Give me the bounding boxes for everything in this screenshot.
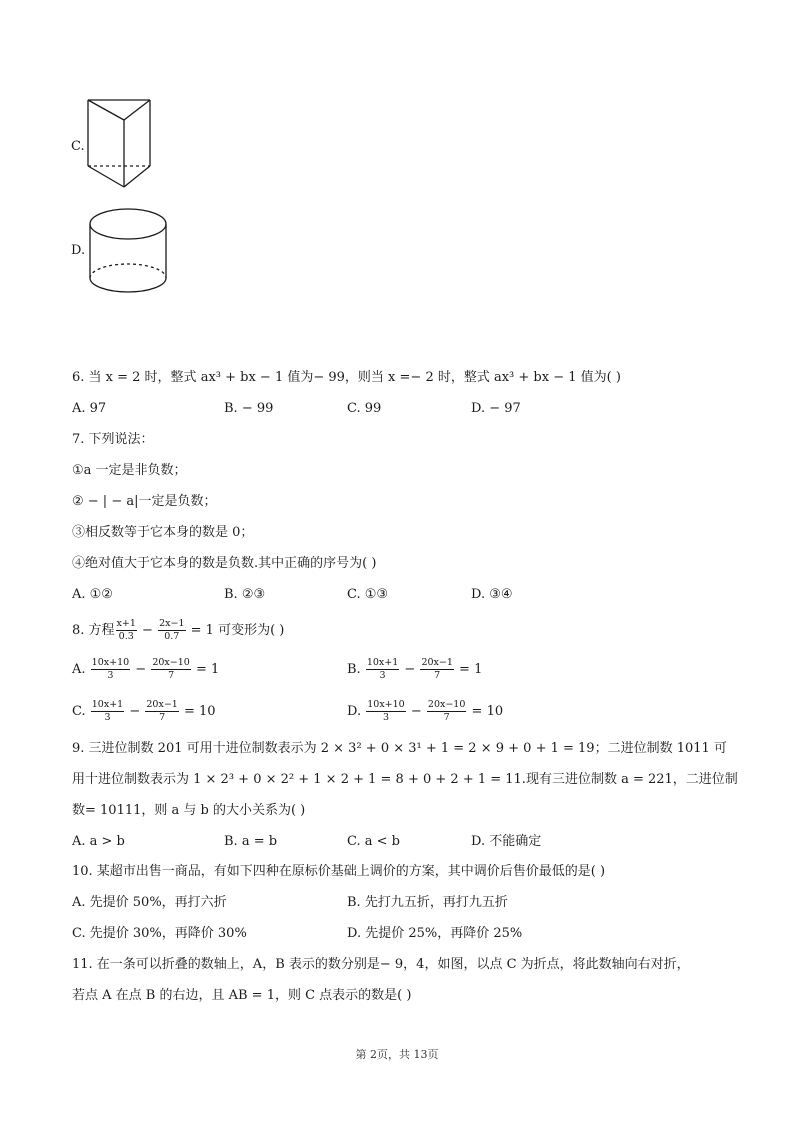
option-d-label: D. xyxy=(71,243,86,258)
q7-option-c: C. ①③ xyxy=(347,587,389,602)
q8-rhs: = 1 xyxy=(190,623,214,638)
option-c-label: C. xyxy=(71,139,85,154)
q8-option-a: A. $\frac{10x+10}{3}$ − $\frac{20x-10}{7}$ = 1 xyxy=(72,657,220,681)
q7-statement-2: ② − | − a|一定是负数； xyxy=(72,494,217,509)
q6-option-b: B. − 99 xyxy=(224,401,274,416)
question-11-line-2: 若点 A 在点 B 的右边，且 AB = 1，则 C 点表示的数是( ) xyxy=(72,988,412,1003)
question-7-title: 7. 下列说法： xyxy=(72,432,154,447)
q10-option-b: B. 先打九五折，再打九五折 xyxy=(347,895,508,910)
question-9-line-1: 9. 三进位制数 201 可用十进位制数表示为 2 × 3² + 0 × 3¹ + 1 = 2 × 9 + 0 + 1 = 19；二进位制数 1011 可 xyxy=(72,741,727,756)
q9-option-a: A. a > b xyxy=(72,834,125,849)
q10-option-c: C. 先提价 30%，再降价 30% xyxy=(72,926,247,941)
q7-statement-1: ①a 一定是非负数； xyxy=(72,463,187,478)
page-footer: 第 2页，共 13页 xyxy=(355,1048,439,1061)
q8-suffix: 可变形为( ) xyxy=(218,623,285,638)
q10-option-d: D. 先提价 25%，再降价 25% xyxy=(347,926,523,941)
question-11-line-1: 11. 在一条可以折叠的数轴上，A，B 表示的数分别是− 9，4，如图，以点 C 为折点，将此数轴向右对折， xyxy=(72,957,690,972)
q8-prefix: 8. 方程 xyxy=(72,623,115,638)
q8-fraction-2: $\frac{2x-1}{0.7}$ xyxy=(159,618,185,642)
q7-statement-4: ④绝对值大于它本身的数是负数.其中正确的序号为( ) xyxy=(72,556,377,571)
q7-statement-3: ③相反数等于它本身的数是 0； xyxy=(72,525,254,540)
q8-option-d: D. $\frac{10x+10}{3}$ − $\frac{20x-10}{7}$ = 10 xyxy=(347,699,504,723)
q7-option-a: A. ①② xyxy=(72,587,113,602)
question-9-line-2: 用十进位制数表示为 1 × 2³ + 0 × 2² + 1 × 2 + 1 = 8 + 0 + 2 + 1 = 11.现有三进位制数 a = 221，二进位制 xyxy=(72,772,738,787)
triangular-prism-figure xyxy=(84,96,158,192)
question-6-text: 6. 当 x = 2 时，整式 ax³ + bx − 1 值为− 99，则当 x =− 2 时，整式 ax³ + bx − 1 值为( ) xyxy=(72,370,621,385)
question-9-line-3: 数= 10111，则 a 与 b 的大小关系为( ) xyxy=(72,803,306,818)
question-8-equation: 8. 方程 $\frac{x+1}{0.3}$ − $\frac{2x-1}{0.7}$ = 1 可变形为( ) xyxy=(72,618,285,642)
q9-option-b: B. a = b xyxy=(224,834,278,849)
question-10-text: 10. 某超市出售一商品，有如下四种在原标价基础上调价的方案，其中调价后售价最低的是( ) xyxy=(72,864,606,879)
q6-option-a: A. 97 xyxy=(72,401,107,416)
q8-option-b: B. $\frac{10x+1}{3}$ − $\frac{20x-1}{7}$ = 1 xyxy=(347,657,483,681)
q10-option-a: A. 先提价 50%，再打六折 xyxy=(72,895,227,910)
q6-option-c: C. 99 xyxy=(347,401,382,416)
q8-option-c: C. $\frac{10x+1}{3}$ − $\frac{20x-1}{7}$ = 10 xyxy=(72,699,216,723)
q9-option-c: C. a < b xyxy=(347,834,400,849)
q6-option-d: D. − 97 xyxy=(471,401,521,416)
q9-option-d: D. 不能确定 xyxy=(471,834,542,849)
q8-fraction-1: $\frac{x+1}{0.3}$ xyxy=(116,618,136,642)
q7-option-b: B. ②③ xyxy=(224,587,266,602)
cylinder-figure xyxy=(84,204,172,300)
q7-option-d: D. ③④ xyxy=(471,587,513,602)
